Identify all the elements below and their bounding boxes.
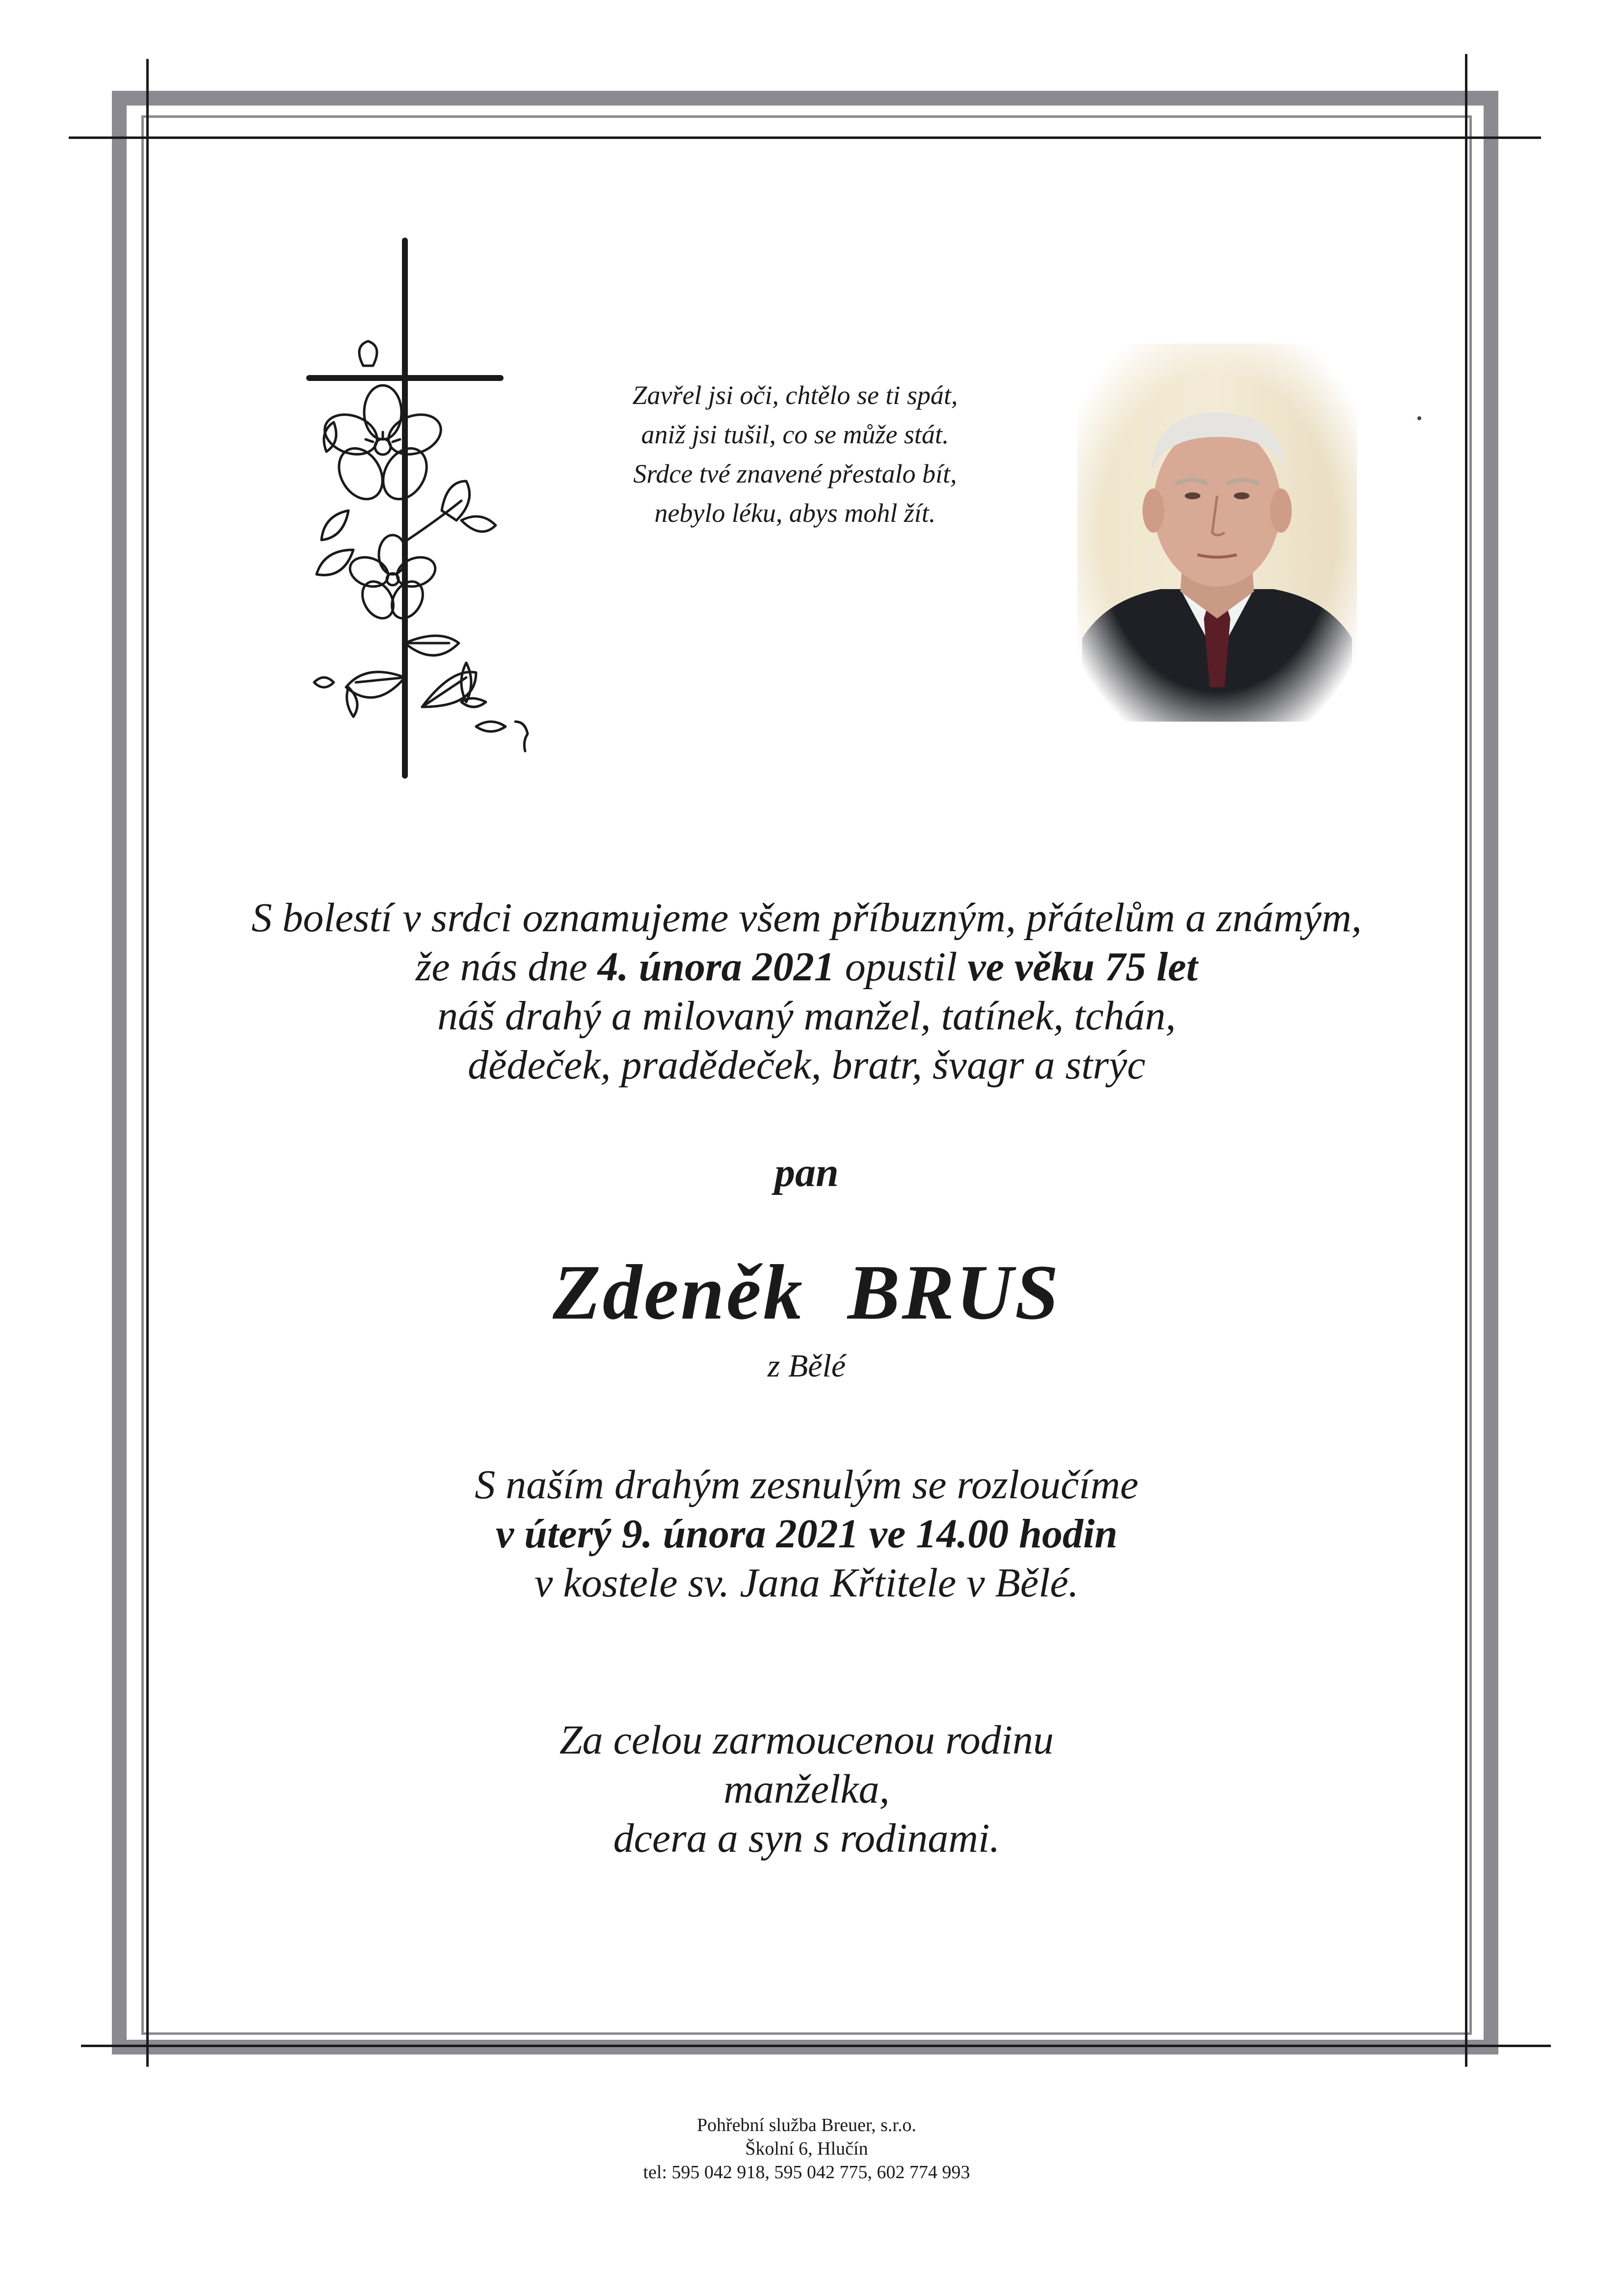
footer-phones: tel: 595 042 918, 595 042 775, 602 774 993 [643,2162,970,2183]
announcement-line-2 [141,943,1472,992]
family-signature [141,1716,1472,1863]
poem-line-1: Zavřel jsi oči, chtělo se ti spát, [632,380,958,410]
speck [1417,416,1421,420]
announcement-line-4: dědeček, pradědeček, bratr, švagr a strýc [468,1042,1145,1088]
poem-line-4: nebylo léku, abys mohl žít. [654,498,936,528]
announcement [141,893,1472,1090]
announcement-line-1: S bolestí v srdci oznamujeme všem příbuzným, přátelům a známým, [251,895,1362,941]
family-line-2: manželka, [723,1766,890,1812]
family-line-3: dcera a syn s rodinami. [613,1815,1000,1861]
footer-address: Školní 6, Hlučín [745,2138,868,2159]
origin: z Bělé [767,1348,846,1384]
poem [550,376,1040,533]
farewell-line-1: S naším drahým zesnulým se rozloučíme [475,1462,1139,1508]
age: ve věku 75 let [967,944,1198,990]
crop-mark-bottom [81,2045,1551,2047]
farewell-line-3: v kostele sv. Jana Křtitele v Bělé. [534,1560,1079,1606]
cross-with-flowers-icon [294,236,569,785]
announcement-line-2-mid: opustil [834,944,968,990]
deceased-name: Zdeněk BRUS [553,1248,1061,1336]
announcement-line-3: náš drahý a milovaný manžel, tatínek, tchán, [437,993,1176,1039]
crop-mark-top [69,136,1541,139]
family-line-1: Za celou zarmoucenou rodinu [559,1717,1054,1763]
farewell-line-2: v úterý 9. února 2021 ve 14.00 hodin [495,1511,1118,1557]
footer [141,2113,1472,2184]
poem-line-3: Srdce tvé znavené přestalo bít, [633,459,957,488]
footer-company: Pohřební služba Breuer, s.r.o. [696,2115,916,2135]
title-word: pan [774,1150,839,1195]
portrait-photo [1077,344,1357,722]
announcement-line-2-pre: že nás dne [415,944,598,990]
death-date: 4. února 2021 [597,944,835,990]
farewell [141,1460,1472,1608]
poem-line-2: aniž jsi tušil, co se může stát. [641,420,949,449]
